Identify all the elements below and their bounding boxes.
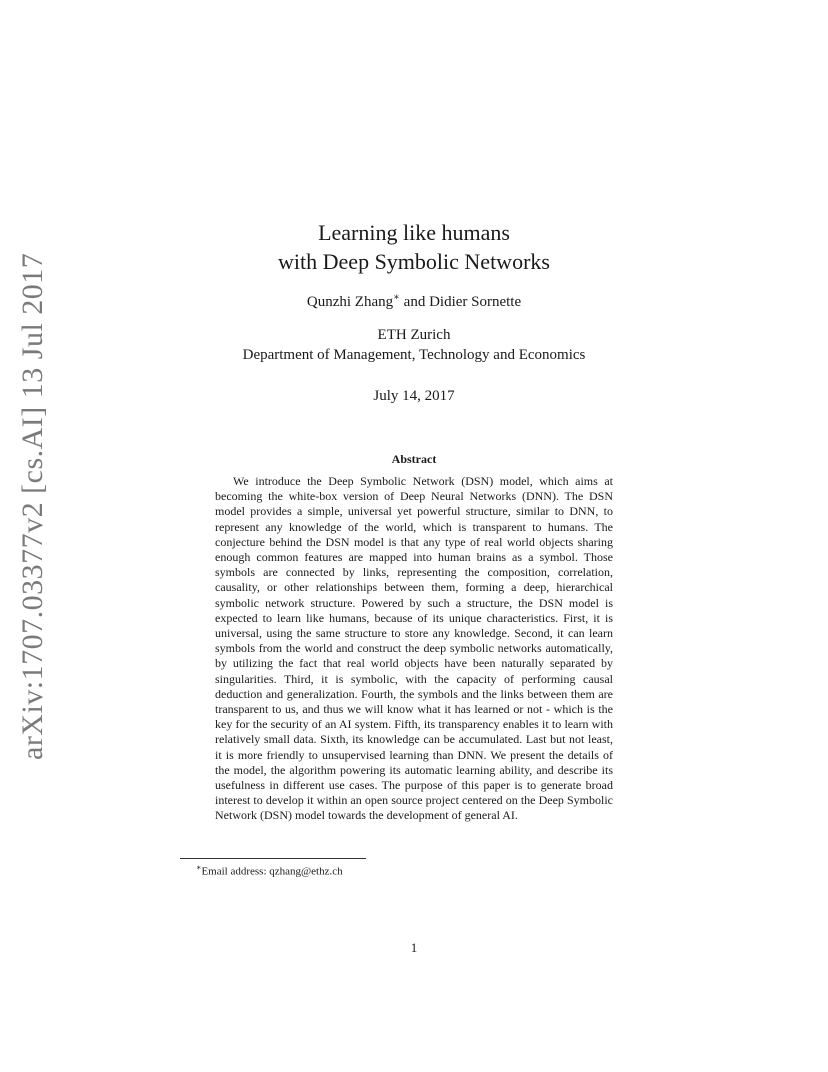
footnote-email: Email address: qzhang@ethz.ch [201, 865, 343, 878]
footnote-divider [180, 858, 366, 859]
abstract-body: We introduce the Deep Symbolic Network (DSN) model, which aims at becoming the white-box version of Deep Neural Networks (DNN). The DSN model provides a simple, universal yet powerful structure, similar to DNN, to represent any knowledge of the world, which is transparent to humans. The conjecture behind the DSN model is that any type of real world objects sharing enough common features are mapped into human brains as a symbol. Those symbols are connected by links, representing the composition, correlation, causality, or other relationships between them, forming a deep, hierarchical symbolic network structure. Powered by such a structure, the DSN model is expected to learn like humans, because of its unique characteristics. First, it is universal, using the same structure to store any knowledge. Second, it can learn symbols from the world and construct the deep symbolic networks automatically, by utilizing the fact that real world objects have been naturally separated by singularities. Third, it is symbolic, with the capacity of performing causal deduction and generalization. Fourth, the symbols and the links between them are transparent to us, and thus we will know what it has learned or not - which is the key for the security of an AI system. Fifth, its transparency enables it to learn with relatively small data. Sixth, its knowledge can be accumulated. Last but not least, it is more friendly to unsupervised learning than DNN. We present the details of the model, the algorithm powering its automatic learning ability, and describe its usefulness in different use cases. The purpose of this paper is to generate broad interest to develop it within an open source project centered on the Deep Symbolic Network (DSN) model towards the development of general AI. [215, 474, 613, 823]
paper-title-line-1: Learning like humans [318, 220, 510, 245]
paper-title [0, 218, 828, 276]
footnote [196, 863, 343, 878]
author-rest: and Didier Sornette [399, 294, 522, 310]
affiliation-institution: ETH Zurich [377, 327, 451, 343]
author-first: Qunzhi Zhang [306, 294, 394, 310]
paper-title-line-2: with Deep Symbolic Networks [278, 249, 550, 274]
footnote-marker: ∗ [196, 863, 202, 872]
paper-affiliation [0, 325, 828, 365]
arxiv-identifier-stamp: arXiv:1707.03377v2 [cs.AI] 13 Jul 2017 [16, 252, 49, 760]
affiliation-department: Department of Management, Technology and Economics [242, 347, 586, 363]
abstract-heading: Abstract [391, 452, 437, 466]
author-footnote-marker: ∗ [393, 292, 400, 303]
paper-date: July 14, 2017 [373, 388, 455, 404]
paper-authors [0, 292, 828, 311]
page-number: 1 [410, 940, 418, 955]
